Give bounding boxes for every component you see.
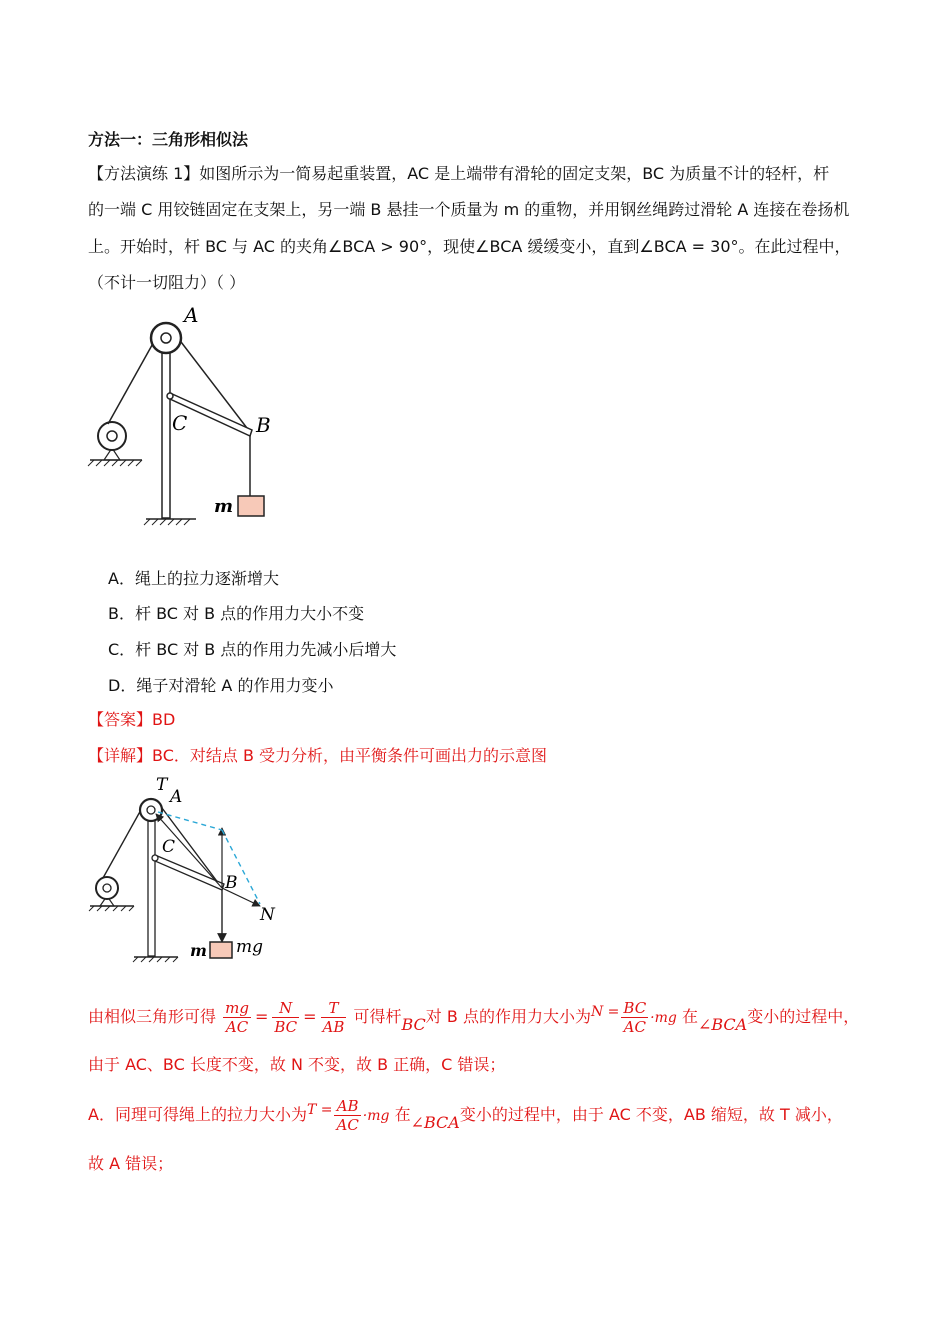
fraction-bc-ac	[621, 999, 648, 1036]
frac2-num: N	[272, 999, 299, 1018]
frac3-den: AB	[322, 1018, 345, 1036]
frac4-num: BC	[623, 999, 647, 1017]
label-m2: m	[190, 941, 207, 960]
label-C: C	[172, 411, 188, 435]
explain1-suffix: 变小的过程中，	[747, 1007, 860, 1026]
label-N: N	[260, 905, 275, 925]
option-b: B．杆 BC 对 B 点的作用力大小不变	[108, 604, 365, 623]
explain-line-2: 由于 AC、BC 长度不变，故 N 不变，故 B 正确，C 错误；	[88, 1055, 506, 1074]
question-line-3b: ，现使∠BCA 缓缓变小，直到∠BCA = 30°	[427, 237, 739, 256]
explain3-mg: ·mg	[362, 1108, 390, 1124]
explain1-neq: N =	[590, 1004, 620, 1020]
explain1-bc: BC	[401, 1015, 426, 1034]
frac4-den: AC	[623, 1018, 646, 1036]
frac1-den: AC	[225, 1018, 249, 1036]
explain1-prefix: 由相似三角形可得	[88, 1007, 217, 1026]
equals-2: =	[303, 1007, 317, 1026]
force-diagram	[84, 772, 284, 968]
explain3-suffix: 变小的过程中，由于 AC 不变，AB 缩短，故 T 减小，	[459, 1105, 843, 1124]
detail-line: 【详解】BC．对结点 B 受力分析，由平衡条件可画出力的示意图	[88, 746, 548, 765]
question-line-3c: 。在此过程中，	[738, 237, 851, 256]
explain1-zai: 在	[681, 1007, 698, 1026]
label-C2: C	[162, 837, 176, 857]
explain-line-4: 故 A 错误；	[88, 1154, 174, 1173]
frac2-den: BC	[274, 1018, 298, 1036]
mass-block	[238, 496, 264, 516]
frac5-den: AC	[336, 1116, 359, 1134]
fraction-t-ab	[321, 999, 347, 1036]
option-a: A．绳上的拉力逐渐增大	[108, 569, 279, 588]
section-heading: 方法一：三角形相似法	[88, 130, 249, 149]
explain-line-3	[88, 1088, 843, 1145]
explain1-mg: ·mg	[650, 1010, 677, 1026]
explain3-angle: ∠BCA	[410, 1113, 460, 1132]
crane-diagram	[84, 300, 284, 532]
answer-line: 【答案】BD	[88, 710, 176, 729]
question-line-3	[88, 235, 851, 259]
label-B2: B	[225, 873, 238, 893]
explain3-prefix: A．同理可得绳上的拉力大小为	[88, 1105, 307, 1124]
mass-block-2	[210, 942, 232, 958]
label-mg: mg	[236, 937, 264, 957]
fraction-mg-ac	[223, 999, 251, 1036]
label-B: B	[256, 413, 271, 437]
label-m: m	[214, 496, 234, 517]
fraction-n-bc	[272, 999, 299, 1036]
explain1-mid1: 可得杆	[353, 1007, 402, 1026]
option-c: C．杆 BC 对 B 点的作用力先减小后增大	[108, 640, 397, 659]
fraction-ab-ac	[334, 1097, 360, 1134]
explain-line-1	[88, 990, 859, 1047]
question-line-1: 【方法演练 1】如图所示为一简易起重装置，AC 是上端带有滑轮的固定支架，BC 为质量不计的轻杆，杆	[88, 164, 830, 183]
question-line-3a: 上。开始时，杆 BC 与 AC 的夹角∠BCA > 90°	[88, 237, 428, 256]
explain1-mid2: 对 B 点的作用力大小为	[425, 1007, 591, 1026]
equals-1: =	[254, 1007, 269, 1026]
frac3-num: T	[321, 999, 347, 1018]
question-line-2: 的一端 C 用铰链固定在支架上，另一端 B 悬挂一个质量为 m 的重物，并用钢丝绳跨过滑轮 A 连接在卷扬机	[88, 200, 850, 219]
label-A2: A	[170, 787, 183, 807]
option-d: D．绳子对滑轮 A 的作用力变小	[108, 676, 334, 695]
label-A: A	[184, 303, 199, 327]
explain3-teq: T =	[306, 1102, 333, 1118]
explain1-angle: ∠BCA	[697, 1015, 748, 1034]
frac5-num: AB	[334, 1097, 360, 1116]
frac1-num: mg	[225, 999, 249, 1017]
label-T: T	[156, 775, 168, 795]
explain3-zai: 在	[394, 1105, 411, 1124]
question-line-4: （不计一切阻力）（ ）	[88, 273, 246, 292]
